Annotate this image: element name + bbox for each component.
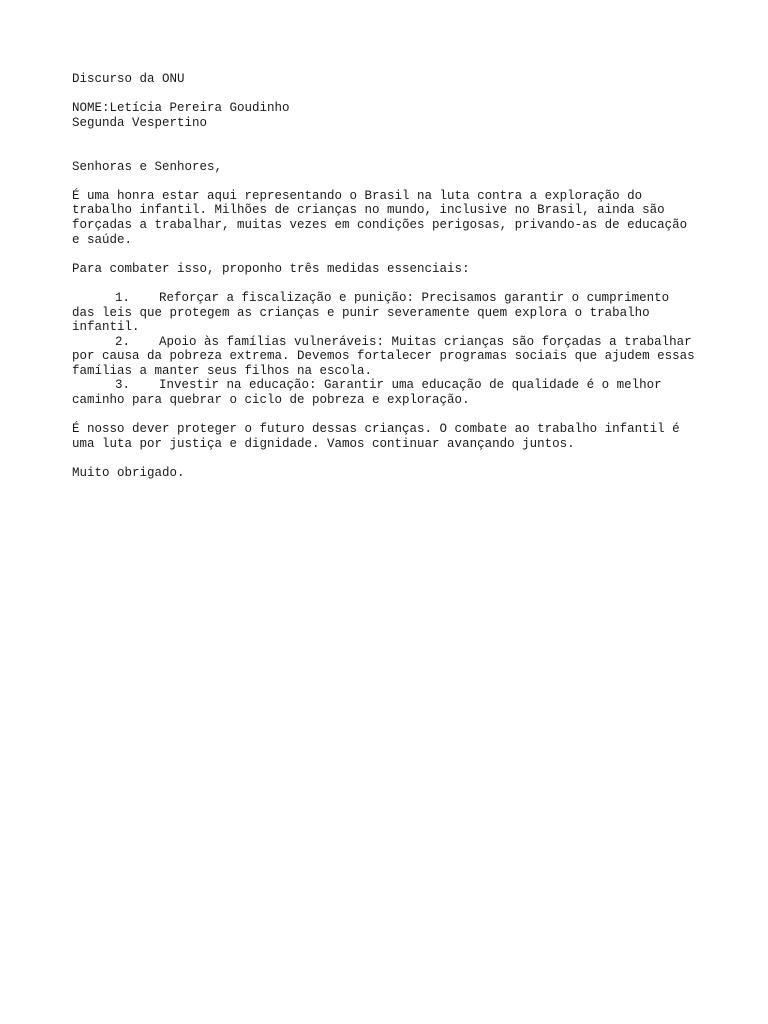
closing-paragraph [72, 422, 712, 451]
class-period: Segunda Vespertino [72, 115, 208, 130]
measures-list [72, 291, 712, 408]
list-item-text: Investir na educação: Garantir uma educação de qualidade é o melhor [159, 378, 662, 393]
list-item-continuation: caminho para quebrar o ciclo de pobreza e exploração. [72, 393, 470, 408]
list-item [72, 291, 712, 335]
paragraph-line: É uma honra estar aqui representando o Brasil na luta contra a exploração do [72, 188, 643, 203]
document-page [72, 72, 712, 481]
list-item [72, 335, 712, 379]
intro-paragraph [72, 189, 712, 247]
list-item-text: Reforçar a fiscalização e punição: Precisamos garantir o cumprimento [159, 290, 670, 305]
greeting: Senhoras e Senhores, [72, 159, 223, 174]
author-name: NOME:Letícia Pereira Goudinho [72, 101, 290, 116]
list-item-continuation: das leis que protegem as crianças e punir severamente quem explora o trabalho [72, 305, 650, 320]
paragraph-line: uma luta por justiça e dignidade. Vamos continuar avançando juntos. [72, 436, 575, 451]
signoff: Muito obrigado. [72, 466, 185, 481]
list-item-text: Apoio às famílias vulneráveis: Muitas crianças são forçadas a trabalhar [159, 334, 692, 349]
document-title: Discurso da ONU [72, 72, 185, 86]
list-number: 2. [115, 334, 131, 349]
list-item-continuation: infantil. [72, 320, 140, 335]
list-number: 3. [115, 378, 131, 393]
list-item [72, 378, 712, 407]
list-number: 1. [115, 290, 131, 305]
paragraph-line: e saúde. [72, 232, 133, 247]
paragraph-line: trabalho infantil. Milhões de crianças no mundo, inclusive no Brasil, ainda são [72, 203, 665, 218]
proposal-intro: Para combater isso, proponho três medidas essenciais: [72, 261, 470, 276]
paragraph-line: forçadas a trabalhar, muitas vezes em condições perigosas, privando-as de educação [72, 217, 688, 232]
paragraph-line: É nosso dever proteger o futuro dessas crianças. O combate ao trabalho infantil é [72, 422, 680, 437]
list-item-continuation: famílias a manter seus filhos na escola. [72, 363, 373, 378]
list-item-continuation: por causa da pobreza extrema. Devemos fortalecer programas sociais que ajudem essas [72, 349, 695, 364]
